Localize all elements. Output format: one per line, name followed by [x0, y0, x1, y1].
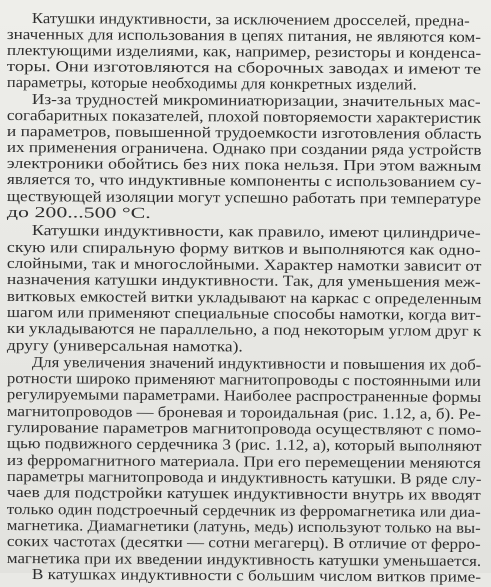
text-line: ки укладываются не параллельно, а под некоторым углом друг к [6, 320, 482, 341]
text-line: В катушках индуктивности с большим числом витков приме- [31, 566, 482, 586]
text-line: шагом или применяют специальные способы намотки, когда вит- [6, 303, 482, 324]
text-line: магнетика при их введении индуктивность катушки уменьшается. [6, 549, 482, 570]
text-line: торы. Они изготовляются на сборочных заводах и имеют те [6, 58, 482, 78]
text-line: слойными, так и многослойными. Характер намотки зависит от [6, 254, 482, 275]
text-line: из ферромагнитного материала. При его перемещении меняются [6, 451, 481, 472]
text-line: плектующими изделиями, как, например, резисторы и конденса- [6, 41, 482, 62]
text-line: назначения катушки индуктивности. Так, для уменьшения меж- [6, 271, 481, 292]
text-line: соких частотах (десятки — сотни мегагерц). В отличие от ферро- [6, 533, 481, 554]
text-line: щью подвижного сердечника 3 (рис. 1.12, а), который выполняют [6, 435, 482, 456]
text-line: Катушки индуктивности, за исключением дросселей, предна- [31, 10, 470, 30]
text-line: магнетика. Диамагнетики (латунь, медь) используют только на вы- [6, 517, 481, 537]
text-line: электроники обойтись без них пока нельзя. При этом важным [6, 155, 482, 175]
text-line: является то, что индуктивные компоненты с использованием су- [6, 171, 482, 192]
text-line: Катушки индуктивности, как правило, имеют цилиндриче- [31, 222, 481, 242]
text-line: магнитопроводов — броневая и тороидальная (рис. 1.12, а, б). Ре- [6, 402, 481, 423]
text-line: ротности широко применяют магнитопроводы с постоянными или [6, 370, 481, 390]
text-line: скую или спиральную форму витков и выполняются как одно- [6, 238, 481, 259]
text-line: гулирование параметров магнитопровода осуществляют с помо- [6, 419, 482, 439]
text-line: параметры, которые необходимы для конкретных изделий. [6, 74, 417, 94]
text-line: витковых емкостей витки укладывают на каркас с определенным [6, 287, 482, 308]
text-line: чаев для подстройки катушек индуктивности внутрь их вводят [6, 484, 481, 505]
text-line: Из-за трудностей микроминиатюризации, значительных мас- [31, 90, 481, 111]
text-line: и параметров, повышенной трудоемкости изготовления область [6, 122, 482, 143]
text-line: регулируемыми параметрами. Наиболее распространенные формы [6, 386, 482, 407]
text-line: другу (универсальная намотка). [6, 336, 243, 355]
text-line: согабаритных показателей, плохой повторяемости характеристик [6, 107, 482, 127]
text-line: параметры магнитопровода и индуктивность катушки. В ряде слу- [6, 468, 482, 488]
text-line: только один подстроечный сердечник из ферромагнетика или диа- [6, 500, 481, 521]
text-line: значенных для использования в цепях питания, не являются ком- [6, 26, 481, 47]
text-line: до 200...500 °С. [6, 204, 151, 222]
text-line: Для увеличения значений индуктивности и повышения их доб- [31, 353, 482, 374]
text-line: ществующей изоляции могут успешно работать при температуре [6, 187, 481, 208]
text-line: их применения ограничена. Однако при создании ряда устройств [6, 138, 482, 159]
